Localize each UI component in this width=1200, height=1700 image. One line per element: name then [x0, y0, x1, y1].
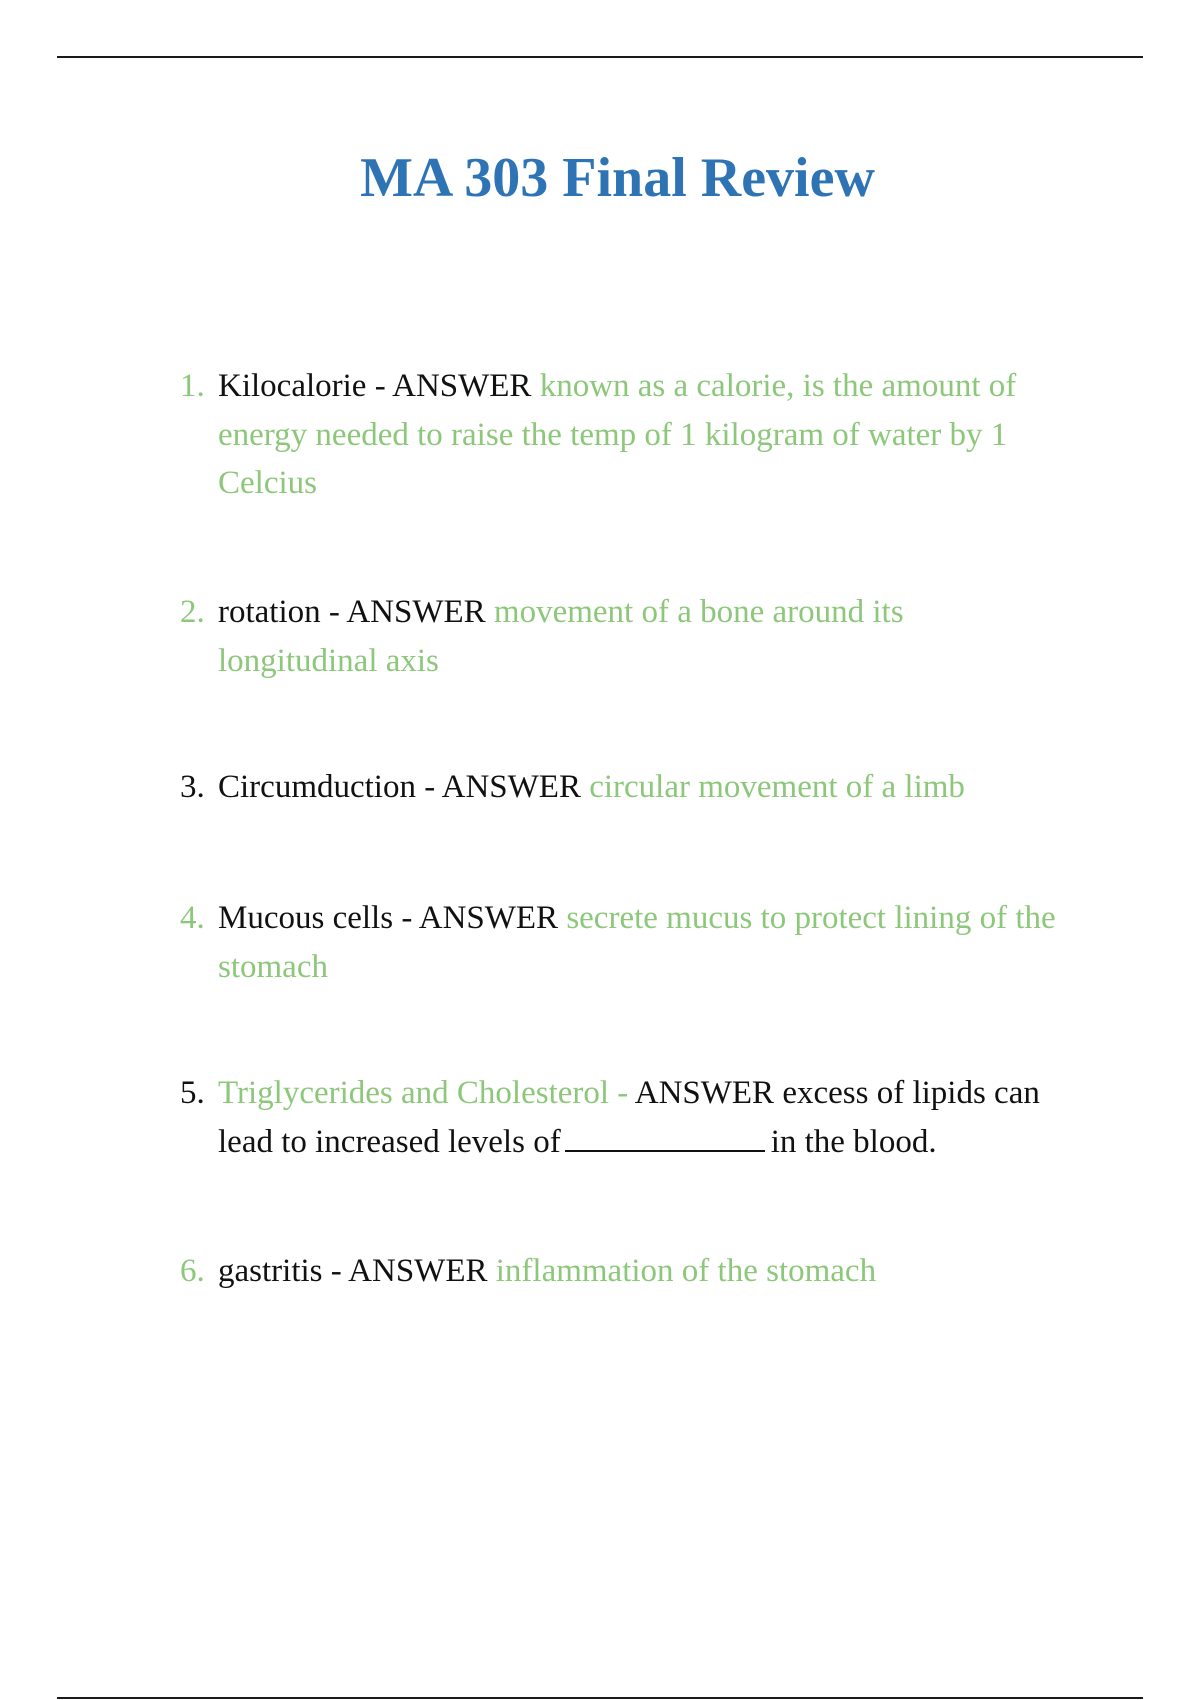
- item-text: [218, 1069, 1078, 1166]
- list-item: [180, 894, 1100, 991]
- item-answer-label: - ANSWER: [322, 1253, 496, 1289]
- item-text: [218, 362, 1093, 508]
- footer-rule: [57, 1697, 1143, 1699]
- list-item: [180, 588, 1100, 685]
- page-title: MA 303 Final Review: [360, 147, 875, 209]
- item-term: Circumduction: [218, 769, 416, 805]
- item-answer-end: in the blood.: [770, 1123, 937, 1160]
- item-answer: known as a calorie, is the amount of energy needed to raise the temp of 1 kilogram of water by 1 Celcius: [218, 368, 1017, 501]
- item-term: Triglycerides and Cholesterol -: [218, 1075, 635, 1111]
- item-answer: circular movement of a limb: [589, 769, 965, 805]
- item-number: 5.: [180, 1075, 205, 1111]
- item-number: 4.: [180, 900, 205, 936]
- item-text: [218, 763, 1093, 812]
- list-item: [180, 1069, 1100, 1166]
- item-number: 1.: [180, 368, 205, 404]
- item-term: Kilocalorie: [218, 368, 367, 404]
- list-item: [180, 362, 1100, 508]
- item-number: 6.: [180, 1253, 205, 1289]
- item-term: Mucous cells: [218, 900, 394, 936]
- list-item: [180, 763, 1100, 812]
- header-rule: [57, 56, 1143, 58]
- item-answer-label: - ANSWER: [320, 594, 494, 630]
- item-answer-label: - ANSWER: [366, 368, 540, 404]
- item-answer: excess of lipids can lead to increased levels of: [218, 1075, 1040, 1160]
- item-answer-label: - ANSWER: [415, 769, 590, 805]
- item-answer: inflammation of the stomach: [495, 1253, 877, 1289]
- item-answer-label: - ANSWER: [393, 900, 567, 936]
- item-number: 3.: [180, 769, 205, 805]
- item-answer: secrete mucus to protect lining of the stomach: [218, 900, 1056, 985]
- item-number: 2.: [180, 594, 205, 630]
- item-text: [218, 588, 1018, 685]
- item-answer-label: ANSWER: [634, 1075, 783, 1111]
- item-text: [218, 894, 1093, 991]
- item-term: gastritis: [218, 1253, 323, 1289]
- fill-in-blank: [565, 1120, 765, 1152]
- list-item: [180, 1247, 1100, 1296]
- item-term: rotation: [218, 594, 321, 630]
- item-answer: movement of a bone around its longitudinal axis: [218, 594, 904, 679]
- item-text: [218, 1247, 1093, 1296]
